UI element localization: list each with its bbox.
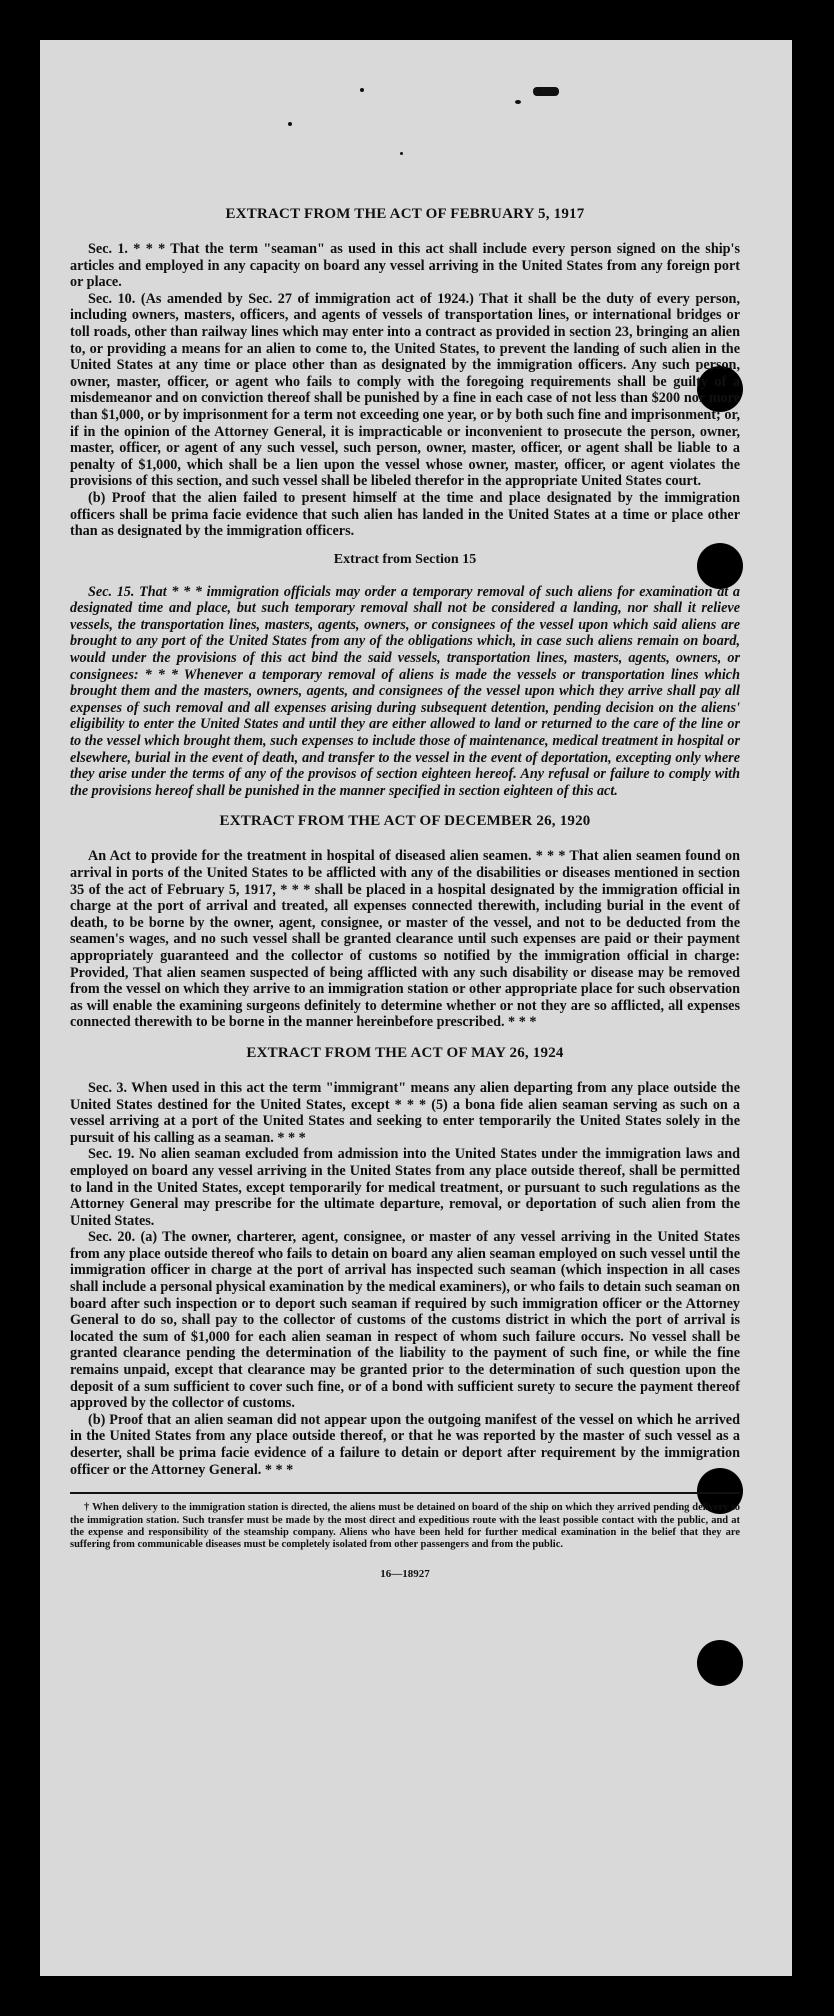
section-19: Sec. 19. No alien seaman excluded from admission into the United States under the immigration laws and employed on board any vessel arriving in the United States from any place outside thereof, shall be permitted to land in the United States, except temporarily for medical treatment, or pursuant to such regulations as the Attorney General may prescribe for the ultimate departure, removal, or deportation of such alien from the United States. <box>70 1146 740 1229</box>
heading-act-1917: EXTRACT FROM THE ACT OF FEBRUARY 5, 1917 <box>225 206 585 222</box>
section-1: Sec. 1. * * * That the term "seaman" as used in this act shall include every person signed on the ship's articles and employed in any capacity on board any vessel arriving in the United States from any foreign port or place. <box>70 241 740 291</box>
section-10: Sec. 10. (As amended by Sec. 27 of immigration act of 1924.) That it shall be the duty of every person, including owners, masters, officers, and agents of vessels of transportation lines, or international bridges or toll roads, other than railway lines which may enter into a contract as provided in section 23, bringing an alien to, or providing a means for an alien to come to, the United States, to prevent the landing of such alien in the United States at any time or place other than as designated by the immigration officers. Any such person, owner, master, officer, or agent who fails to comply with the foregoing requirements shall be guilty of a misdemeanor and on conviction thereof shall be punished by a fine in each case of not less than $200 nor more than $1,000, or by imprisonment for a term not exceeding one year, or by both such fine and imprisonment; or, if in the opinion of the Attorney General, it is impracticable or inconvenient to prosecute the person, owner, master, officer, or agent of any such vessel, such person, owner, master, officer, or agent shall be liable to a penalty of $1,000, which shall be a lien upon the vessel whose owner, master, officer, or agent violates the provisions of this section, and such vessel shall be libeled therefor in the appropriate United States court. <box>70 290 740 490</box>
heading-act-1920: EXTRACT FROM THE ACT OF DECEMBER 26, 1920 <box>219 813 591 830</box>
page-speck <box>400 152 403 155</box>
heading-section-15: Extract from Section 15 <box>333 551 477 567</box>
page-speck <box>288 122 292 126</box>
footnote-divider <box>70 1492 740 1494</box>
document-page <box>40 40 792 1976</box>
page-speck <box>360 88 364 92</box>
section-15: Sec. 15. That * * * immigration officials may order a temporary removal of such aliens for examination at a designated time and place, but such temporary removal shall not be considered a landing, nor shall it relieve vessels, the transportation lines, masters, agents, owners, or consignees of the vessel upon which said aliens are brought to any port of the United States from any of the obligations which, in case such aliens remain on board, would under the provisions of this act bind the said vessels, transportation lines, masters, agents, owners, or consignees: * * * Whenever a temporary removal of aliens is made the vessels or transportation lines which brought them and the masters, owners, agents, and consignees of the vessel upon which they arrive shall pay all expenses of such removal and all expenses arising during subsequent detention, pending decision on the aliens' eligibility to enter the United States and until they are either allowed to land or returned to the care of the line or to the vessel which brought them, such expenses to include those of maintenance, medical treatment in hospital or elsewhere, burial in the event of death, and transfer to the vessel in the event of deportation, excepting only where they arise under the terms of any of the provisos of section eighteen hereof. Any refusal or failure to comply with the provisions hereof shall be punished in the manner specified in section eighteen of this act. <box>70 583 740 799</box>
section-20-b: (b) Proof that an alien seaman did not appear upon the outgoing manifest of the vessel on which he arrived in the United States from any place outside thereof, or that he was reported by the master of such vessel as a deserter, shall be prima facie evidence of a failure to detain or deport after requirement by the immigration officer or the Attorney General. * * * <box>70 1411 740 1478</box>
section-20-a: Sec. 20. (a) The owner, charterer, agent, consignee, or master of any vessel arriving in the United States from any place outside thereof who fails to detain on board any alien seaman employed on such vessel until the immigration officer in charge at the port of arrival has inspected such seaman (which inspection in all cases shall include a personal physical examination by the medical examiners), or who fails to detain such seaman on board after such inspection or to deport such seaman if required by such immigration officer or the Attorney General to do so, shall pay to the collector of customs of the customs district in which the port of arrival is located the sum of $1,000 for each alien seaman in respect of whom such failure occurs. No vessel shall be granted clearance pending the determination of the liability to the payment of such fine, or while the fine remains unpaid, except that clearance may be granted prior to the determination of such question upon the deposit of a sum sufficient to cover such fine, or of a bond with sufficient surety to secure the payment thereof approved by the collector of customs. <box>70 1229 740 1412</box>
section-3: Sec. 3. When used in this act the term "immigrant" means any alien departing from any place outside the United States destined for the United States, except * * * (5) a bona fide alien seaman serving as such on a vessel arriving at a port of the United States and seeking to enter temporarily the United States solely in the pursuit of his calling as a seaman. * * * <box>70 1079 740 1146</box>
form-code: 16—18927 <box>380 1567 430 1580</box>
punch-hole <box>697 1640 743 1686</box>
heading-act-1924: EXTRACT FROM THE ACT OF MAY 26, 1924 <box>246 1044 564 1061</box>
act-1920-text: An Act to provide for the treatment in hospital of diseased alien seamen. * * * That alien seamen found on arrival in ports of the United States to be afflicted with any of the disabilities or diseases mentioned in section 35 of the act of February 5, 1917, * * * shall be placed in a hospital designated by the immigration official in charge at the port of arrival and treated, all expenses connected therewith, including burial in the event of death, to be borne by the owner, agent, consignee, or master of the vessel, and not to be deducted from the seamen's wages, and no such vessel shall be granted clearance until such expenses are paid or their payment appropriately guaranteed and the collector of customs so notified by the immigration official in charge: Provided, That alien seamen suspected of being afflicted with any such disability or disease may be removed from the vessel on which they arrive to an immigration station or other appropriate place for such observation as will enable the examining surgeons definitely to determine whether or not they are so afflicted, all expenses connected therewith to be borne in the manner hereinbefore prescribed. * * * <box>70 848 740 1031</box>
section-10-b: (b) Proof that the alien failed to present himself at the time and place designated by the immigration officers shall be prima facie evidence that such alien has landed in the United States at a time or place other than as designated by the immigration officers. <box>70 489 740 540</box>
footnote: † When delivery to the immigration station is directed, the aliens must be detained on board of the ship on which they arrived pending delivery to the immigration station. Such transfer must be made by the most direct and expeditious route with the least possible contact with the public, and at the expense and responsibility of the steamship company. Aliens who have been held for further medical examination in the belief that they are suffering from communicable diseases must be completely isolated from other passengers and from the public. <box>70 1502 740 1551</box>
document-body <box>70 192 740 1580</box>
page-speck <box>533 87 559 96</box>
page-speck <box>515 100 521 104</box>
